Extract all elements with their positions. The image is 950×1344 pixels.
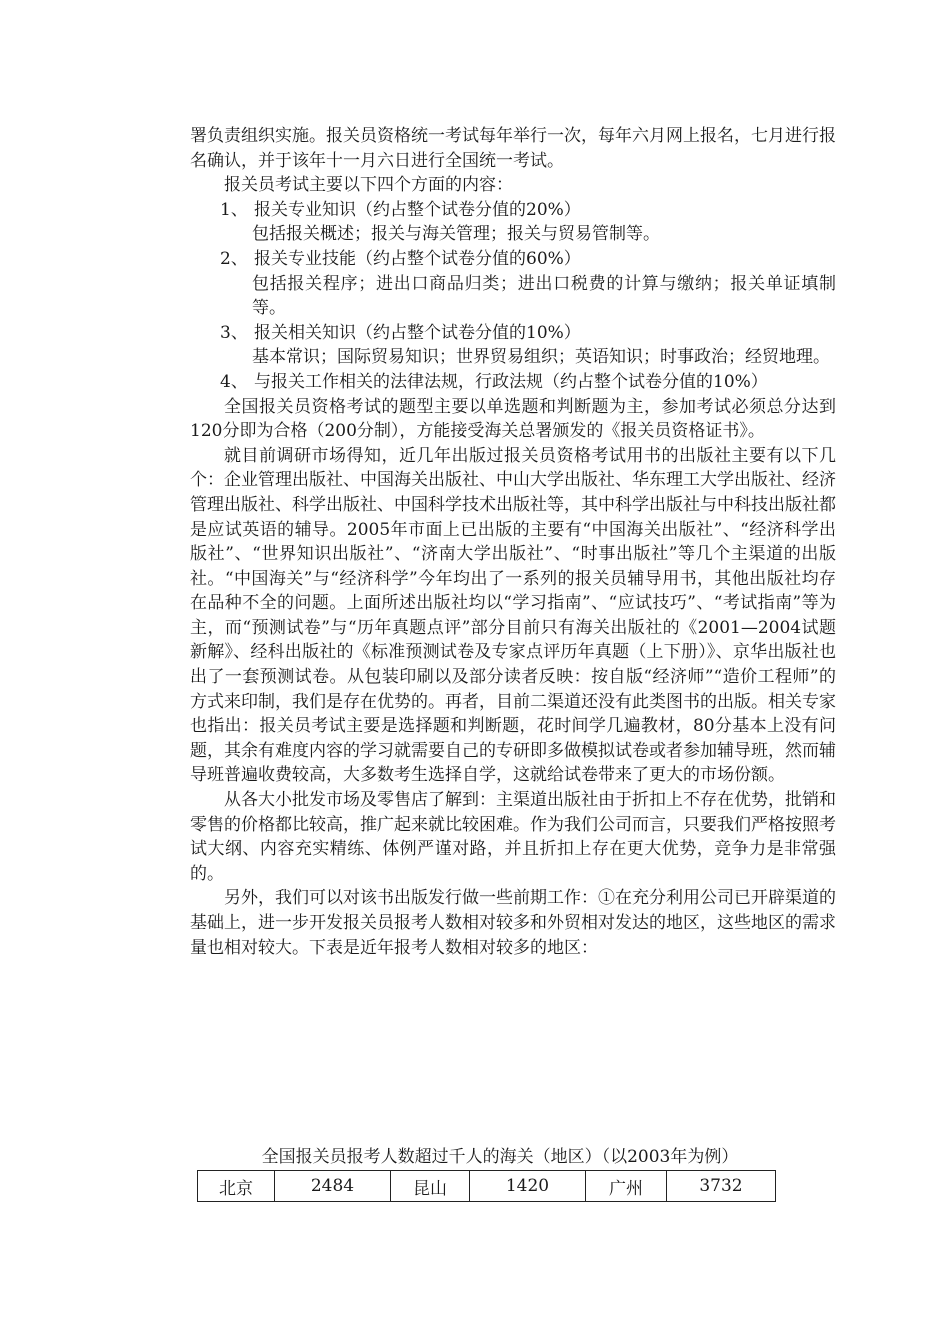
exam-count-table: [197, 1170, 776, 1202]
list-item: [190, 247, 836, 272]
paragraph: 报关员考试主要以下四个方面的内容：: [224, 175, 513, 196]
body-text: [190, 124, 836, 960]
table-caption: 全国报关员报考人数超过千人的海关（地区）（以2003年为例）: [261, 1147, 739, 1167]
table-row: [198, 1171, 776, 1202]
paragraph: 全国报关员资格考试的题型主要以单选题和判断题为主，参加考试必须总分达到120分即为合格（200分制），方能接受海关总署颁发的《报关员资格证书》。: [190, 396, 836, 442]
paragraph: 就目前调研市场得知，近几年出版过报关员资格考试用书的出版社主要有以下几个：企业管理出版社、中国海关出版社、中山大学出版社、华东理工大学出版社、经济管理出版社、科学出版社、中国科学技术出版社等，其中科学出版社与中科技出版社都是应试英语的辅导。2005年市面上已出版的主要有“中国海关出版社”、“经济科学出版社”、“世界知识出版社”、“济南大学出版社”、“时事出版社”等几个主渠道的出版社。“中国海关”与“经济科学”今年均出了一系列的报关员辅导用书，其他出版社均存在品种不全的问题。上面所述出版社均以“学习指南”、“应试技巧”、“考试指南”等为主，而“预测试卷”与“历年真题点评”部分目前只有海关出版社的《2001—2004试题新解》、经科出版社的《标准预测试卷及专家点评历年真题（上下册）》、京华出版社也出了一套预测试卷。从包装印刷以及部分读者反映：按自版“经济师”“造价工程师”的方式来印制，我们是存在优势的。再者，目前二渠道还没有此类图书的出版。相关专家也指出：报关员考试主要是选择题和判断题，花时间学几遍教材，80分基本上没有问题，其余有难度内容的学习就需要自己的专研即多做模拟试卷或者参加辅导班，然而辅导班普遍收费较高，大多数考生选择自学，这就给试卷带来了更大的市场份额。: [190, 445, 836, 786]
list-desc: 基本常识；国际贸易知识；世界贸易组织；英语知识；时事政治；经贸地理。: [252, 347, 830, 368]
list-title: 报关专业技能（约占整个试卷分值的60%）: [254, 248, 581, 269]
table-cell-count: 2484: [275, 1171, 391, 1202]
list-item: [190, 321, 836, 346]
paragraph: 从各大小批发市场及零售店了解到：主渠道出版社由于折扣上不存在优势，批销和零售的价格都比较高，推广起来就比较困难。作为我们公司而言，只要我们严格按照考试大纲、内容充实精练、体例严谨对路，并且折扣上存在更大优势，竞争力是非常强的。: [190, 790, 836, 884]
list-desc: 包括报关程序；进出口商品归类；进出口税费的计算与缴纳；报关单证填制等。: [252, 273, 836, 319]
table-cell-count: 3732: [667, 1171, 776, 1202]
paragraph: 署负责组织实施。报关员资格统一考试每年举行一次，每年六月网上报名，七月进行报名确认，并于该年十一月六日进行全国统一考试。: [190, 126, 836, 171]
list-title: 报关专业知识（约占整个试卷分值的20%）: [254, 199, 581, 220]
list-title: 与报关工作相关的法律法规，行政法规（约占整个试卷分值的10%）: [254, 371, 768, 392]
list-item: [190, 198, 836, 223]
list-item: [190, 370, 836, 395]
list-number: 2、: [220, 248, 248, 269]
paragraph: 另外，我们可以对该书出版发行做一些前期工作：①在充分利用公司已开辟渠道的基础上，进一步开发报关员报考人数相对较多和外贸相对发达的地区，这些地区的需求量也相对较大。下表是近年报考人数相对较多的地区：: [190, 888, 836, 958]
table-cell-region: 昆山: [391, 1171, 470, 1202]
list-desc: 包括报关概述；报关与海关管理；报关与贸易管制等。: [252, 224, 660, 245]
table-cell-region: 北京: [198, 1171, 275, 1202]
table-cell-count: 1420: [470, 1171, 586, 1202]
list-title: 报关相关知识（约占整个试卷分值的10%）: [254, 322, 581, 343]
list-number: 3、: [220, 322, 248, 343]
list-number: 4、: [220, 371, 248, 392]
list-number: 1、: [220, 199, 248, 220]
table-cell-region: 广州: [586, 1171, 667, 1202]
